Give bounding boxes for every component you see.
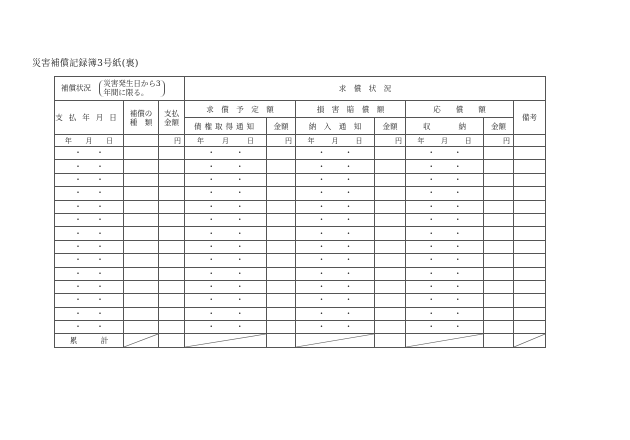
- date-entry-cell[interactable]: [55, 173, 124, 186]
- entry-cell[interactable]: [375, 280, 406, 293]
- entry-cell[interactable]: [159, 254, 185, 267]
- entry-cell[interactable]: [514, 254, 546, 267]
- entry-cell[interactable]: [484, 294, 514, 307]
- date-separator-dots: ・ ・: [427, 228, 462, 238]
- entry-cell[interactable]: [514, 321, 546, 334]
- entry-cell[interactable]: [267, 254, 296, 267]
- date-separator-dots: ・ ・: [207, 268, 244, 278]
- total-diagonal-cell: [296, 334, 375, 348]
- yen-unit-cell: 円: [375, 135, 406, 147]
- entry-cell[interactable]: [267, 160, 296, 173]
- entry-cell[interactable]: [514, 307, 546, 320]
- date-separator-dots: ・ ・: [207, 148, 244, 158]
- date-entry-cell[interactable]: [296, 160, 375, 173]
- total-amount-cell: [375, 334, 406, 348]
- date-entry-cell[interactable]: [406, 173, 484, 186]
- date-separator-dots: ・ ・: [427, 201, 462, 211]
- date-entry-cell[interactable]: [55, 307, 124, 320]
- date-separator-dots: ・ ・: [427, 322, 462, 332]
- entry-cell[interactable]: [375, 173, 406, 186]
- date-separator-dots: ・ ・: [317, 201, 353, 211]
- entry-cell[interactable]: [124, 147, 159, 160]
- date-separator-dots: ・ ・: [317, 322, 353, 332]
- entry-cell[interactable]: [124, 173, 159, 186]
- total-diagonal-cell: [514, 334, 546, 348]
- planned-claim-header: 求 償 予 定 額: [185, 101, 296, 118]
- date-separator-dots: ・ ・: [427, 188, 462, 198]
- date-separator-dots: ・ ・: [74, 174, 104, 184]
- date-separator-dots: ・ ・: [317, 282, 353, 292]
- date-entry-cell[interactable]: [55, 200, 124, 213]
- date-separator-dots: ・ ・: [427, 255, 462, 265]
- date-entry-cell[interactable]: [296, 294, 375, 307]
- entry-cell[interactable]: [159, 280, 185, 293]
- date-separator-dots: ・ ・: [207, 295, 244, 305]
- date-separator-dots: ・ ・: [427, 268, 462, 278]
- table-row: [55, 213, 546, 226]
- date-entry-cell[interactable]: [185, 267, 267, 280]
- date-entry-cell[interactable]: [296, 240, 375, 253]
- entry-cell[interactable]: [484, 240, 514, 253]
- date-entry-cell[interactable]: [296, 187, 375, 200]
- date-separator-dots: ・ ・: [317, 241, 353, 251]
- date-entry-cell[interactable]: [185, 280, 267, 293]
- yen-unit-cell: 円: [267, 135, 296, 147]
- table-row: [55, 280, 546, 293]
- date-separator-dots: ・ ・: [74, 148, 104, 158]
- date-entry-cell[interactable]: [185, 294, 267, 307]
- date-separator-dots: ・ ・: [207, 201, 244, 211]
- date-unit-cell: 年 月 日: [296, 135, 375, 147]
- date-separator-dots: ・ ・: [74, 228, 104, 238]
- total-diagonal-cell: [124, 334, 159, 348]
- remarks-header: 備考: [514, 101, 546, 135]
- date-separator-dots: ・ ・: [317, 295, 353, 305]
- date-separator-dots: ・ ・: [74, 322, 104, 332]
- entry-cell[interactable]: [159, 294, 185, 307]
- date-entry-cell[interactable]: [55, 147, 124, 160]
- compensation-status-label: 補償状況: [61, 83, 91, 93]
- entry-cell[interactable]: [159, 173, 185, 186]
- date-entry-cell[interactable]: [55, 267, 124, 280]
- date-entry-cell[interactable]: [406, 227, 484, 240]
- entry-cell[interactable]: [267, 173, 296, 186]
- entry-cell[interactable]: [514, 200, 546, 213]
- entry-cell[interactable]: [124, 267, 159, 280]
- entry-cell[interactable]: [267, 213, 296, 226]
- entry-cell[interactable]: [159, 200, 185, 213]
- yen-unit-cell: 円: [484, 135, 514, 147]
- date-separator-dots: ・ ・: [74, 201, 104, 211]
- date-separator-dots: ・ ・: [74, 188, 104, 198]
- entry-cell[interactable]: [124, 254, 159, 267]
- table-row: [55, 254, 546, 267]
- table-row: [55, 307, 546, 320]
- entry-cell[interactable]: [484, 254, 514, 267]
- date-separator-dots: ・ ・: [74, 282, 104, 292]
- entry-cell[interactable]: [159, 147, 185, 160]
- entry-cell[interactable]: [514, 227, 546, 240]
- date-entry-cell[interactable]: [185, 173, 267, 186]
- entry-cell[interactable]: [514, 173, 546, 186]
- entry-cell[interactable]: [375, 200, 406, 213]
- date-entry-cell[interactable]: [406, 294, 484, 307]
- table-row: [55, 160, 546, 173]
- entry-cell[interactable]: [484, 267, 514, 280]
- date-separator-dots: ・ ・: [427, 215, 462, 225]
- date-separator-dots: ・ ・: [317, 255, 353, 265]
- response-amount-header: 応 償 額: [406, 101, 514, 118]
- date-separator-dots: ・ ・: [74, 308, 104, 318]
- entry-cell[interactable]: [375, 187, 406, 200]
- date-entry-cell[interactable]: [55, 187, 124, 200]
- payment-notice-header: 納 入 通 知: [296, 118, 375, 135]
- entry-cell[interactable]: [484, 160, 514, 173]
- date-separator-dots: ・ ・: [74, 268, 104, 278]
- date-separator-dots: ・ ・: [427, 295, 462, 305]
- entry-cell[interactable]: [514, 280, 546, 293]
- date-entry-cell[interactable]: [296, 321, 375, 334]
- entry-cell[interactable]: [375, 321, 406, 334]
- entry-cell[interactable]: [159, 267, 185, 280]
- date-separator-dots: ・ ・: [74, 255, 104, 265]
- date-separator-dots: ・ ・: [207, 228, 244, 238]
- table-row: [55, 294, 546, 307]
- entry-cell[interactable]: [267, 267, 296, 280]
- date-entry-cell[interactable]: [296, 147, 375, 160]
- date-entry-cell[interactable]: [185, 307, 267, 320]
- date-separator-dots: ・ ・: [427, 308, 462, 318]
- date-separator-dots: ・ ・: [427, 282, 462, 292]
- entry-cell[interactable]: [514, 147, 546, 160]
- entry-cell[interactable]: [514, 160, 546, 173]
- entry-cell[interactable]: [124, 294, 159, 307]
- date-unit-cell: 年 月 日: [185, 135, 267, 147]
- date-separator-dots: ・ ・: [74, 161, 104, 171]
- table-row: [55, 227, 546, 240]
- date-entry-cell[interactable]: [185, 147, 267, 160]
- date-entry-cell[interactable]: [406, 240, 484, 253]
- date-separator-dots: ・ ・: [207, 322, 244, 332]
- date-entry-cell[interactable]: [55, 294, 124, 307]
- date-entry-cell[interactable]: [296, 227, 375, 240]
- entry-cell[interactable]: [124, 213, 159, 226]
- entry-cell[interactable]: [375, 147, 406, 160]
- total-diagonal-cell: [185, 334, 267, 348]
- entry-cell[interactable]: [514, 240, 546, 253]
- date-separator-dots: ・ ・: [74, 295, 104, 305]
- entry-cell[interactable]: [375, 254, 406, 267]
- date-entry-cell[interactable]: [406, 200, 484, 213]
- response-amount-subheader: 金額: [484, 118, 514, 135]
- table-row: [55, 321, 546, 334]
- date-entry-cell[interactable]: [296, 213, 375, 226]
- entry-cell[interactable]: [375, 240, 406, 253]
- date-entry-cell[interactable]: [406, 267, 484, 280]
- date-entry-cell[interactable]: [296, 280, 375, 293]
- damages-amount-header: 金額: [375, 118, 406, 135]
- unit-row: [55, 135, 546, 147]
- date-separator-dots: ・ ・: [207, 215, 244, 225]
- date-entry-cell[interactable]: [406, 307, 484, 320]
- date-entry-cell[interactable]: [185, 321, 267, 334]
- date-separator-dots: ・ ・: [207, 255, 244, 265]
- date-entry-cell[interactable]: [55, 160, 124, 173]
- date-entry-cell[interactable]: [185, 227, 267, 240]
- date-entry-cell[interactable]: [296, 267, 375, 280]
- entry-cell[interactable]: [159, 213, 185, 226]
- date-entry-cell[interactable]: [55, 227, 124, 240]
- date-entry-cell[interactable]: [185, 254, 267, 267]
- date-entry-cell[interactable]: [185, 200, 267, 213]
- date-separator-dots: ・ ・: [427, 241, 462, 251]
- date-entry-cell[interactable]: [406, 187, 484, 200]
- date-separator-dots: ・ ・: [317, 148, 353, 158]
- table-row: [55, 173, 546, 186]
- claim-status-header: 求 償 状 況: [185, 77, 546, 101]
- table-row: [55, 240, 546, 253]
- date-entry-cell[interactable]: [55, 254, 124, 267]
- receipt-header: 収 納: [406, 118, 484, 135]
- date-separator-dots: ・ ・: [427, 148, 462, 158]
- entry-cell[interactable]: [159, 187, 185, 200]
- entry-cell[interactable]: [124, 160, 159, 173]
- date-separator-dots: ・ ・: [207, 188, 244, 198]
- entry-cell[interactable]: [514, 213, 546, 226]
- entry-cell[interactable]: [375, 160, 406, 173]
- entry-cell[interactable]: [267, 147, 296, 160]
- date-entry-cell[interactable]: [185, 160, 267, 173]
- date-separator-dots: ・ ・: [207, 174, 244, 184]
- damages-header: 損 害 賠 償 額: [296, 101, 406, 118]
- table-row: [55, 200, 546, 213]
- entry-cell[interactable]: [267, 307, 296, 320]
- entry-cell[interactable]: [124, 200, 159, 213]
- entry-cell[interactable]: [514, 294, 546, 307]
- date-entry-cell[interactable]: [296, 254, 375, 267]
- date-separator-dots: ・ ・: [427, 174, 462, 184]
- date-entry-cell[interactable]: [296, 173, 375, 186]
- table-row: [55, 147, 546, 160]
- date-entry-cell[interactable]: [55, 280, 124, 293]
- time-limit-note: 災害発生日から3 年間に限る。: [99, 80, 164, 97]
- entry-cell[interactable]: [124, 280, 159, 293]
- entry-cell[interactable]: [484, 187, 514, 200]
- entry-cell[interactable]: [484, 321, 514, 334]
- date-separator-dots: ・ ・: [317, 215, 353, 225]
- entry-cell[interactable]: [484, 213, 514, 226]
- entry-cell[interactable]: [159, 321, 185, 334]
- date-separator-dots: ・ ・: [317, 161, 353, 171]
- total-amount-cell: [484, 334, 514, 348]
- entry-cell[interactable]: [484, 200, 514, 213]
- date-entry-cell[interactable]: [406, 321, 484, 334]
- total-amount-cell: [159, 334, 185, 348]
- payment-amount-header: 支払 金額: [159, 101, 185, 135]
- entry-cell[interactable]: [159, 307, 185, 320]
- entry-cell[interactable]: [124, 307, 159, 320]
- entry-cell[interactable]: [267, 294, 296, 307]
- date-entry-cell[interactable]: [406, 160, 484, 173]
- yen-unit-cell: 円: [159, 135, 185, 147]
- entry-cell[interactable]: [484, 307, 514, 320]
- date-unit-cell: 年 月 日: [55, 135, 124, 147]
- date-separator-dots: ・ ・: [207, 282, 244, 292]
- payment-date-header: 支払年月日: [55, 101, 124, 135]
- entry-cell[interactable]: [267, 200, 296, 213]
- date-entry-cell[interactable]: [55, 213, 124, 226]
- entry-cell[interactable]: [124, 227, 159, 240]
- date-separator-dots: ・ ・: [74, 241, 104, 251]
- table-row: [55, 267, 546, 280]
- total-amount-cell: [267, 334, 296, 348]
- entry-cell[interactable]: [267, 240, 296, 253]
- compensation-status-header: [55, 77, 185, 101]
- date-separator-dots: ・ ・: [317, 268, 353, 278]
- entry-cell[interactable]: [375, 227, 406, 240]
- claim-notice-header: 債権取得通知: [185, 118, 267, 135]
- date-entry-cell[interactable]: [185, 213, 267, 226]
- date-separator-dots: ・ ・: [207, 308, 244, 318]
- entry-cell[interactable]: [124, 240, 159, 253]
- date-entry-cell[interactable]: [296, 307, 375, 320]
- total-diagonal-cell: [406, 334, 484, 348]
- date-entry-cell[interactable]: [406, 280, 484, 293]
- date-separator-dots: ・ ・: [207, 241, 244, 251]
- entry-cell[interactable]: [159, 227, 185, 240]
- compensation-type-header: 補償の 種 類: [124, 101, 159, 135]
- entry-cell[interactable]: [267, 187, 296, 200]
- entry-cell[interactable]: [484, 173, 514, 186]
- date-entry-cell[interactable]: [406, 254, 484, 267]
- date-entry-cell[interactable]: [55, 321, 124, 334]
- table-row: [55, 187, 546, 200]
- entry-cell[interactable]: [267, 321, 296, 334]
- date-entry-cell[interactable]: [406, 147, 484, 160]
- entry-cell[interactable]: [484, 147, 514, 160]
- entry-cell[interactable]: [514, 267, 546, 280]
- date-separator-dots: ・ ・: [427, 161, 462, 171]
- entry-cell[interactable]: [484, 280, 514, 293]
- date-separator-dots: ・ ・: [74, 215, 104, 225]
- date-entry-cell[interactable]: [296, 200, 375, 213]
- date-separator-dots: ・ ・: [207, 161, 244, 171]
- date-separator-dots: ・ ・: [317, 228, 353, 238]
- entry-cell[interactable]: [375, 294, 406, 307]
- entry-cell[interactable]: [375, 213, 406, 226]
- entry-cell[interactable]: [484, 227, 514, 240]
- entry-cell[interactable]: [375, 267, 406, 280]
- entry-cell[interactable]: [159, 160, 185, 173]
- date-entry-cell[interactable]: [185, 240, 267, 253]
- entry-cell[interactable]: [124, 187, 159, 200]
- date-separator-dots: ・ ・: [317, 174, 353, 184]
- planned-amount-header: 金額: [267, 118, 296, 135]
- entry-cell[interactable]: [267, 227, 296, 240]
- date-entry-cell[interactable]: [185, 187, 267, 200]
- cumulative-total-label: 累 計: [55, 334, 124, 348]
- date-entry-cell[interactable]: [406, 213, 484, 226]
- entry-cell[interactable]: [514, 187, 546, 200]
- date-separator-dots: ・ ・: [317, 308, 353, 318]
- page-title: 災害補償記録簿3号紙(裏): [32, 59, 139, 69]
- entry-cell[interactable]: [375, 307, 406, 320]
- entry-cell[interactable]: [267, 280, 296, 293]
- compensation-record-table: [54, 76, 546, 348]
- entry-cell[interactable]: [124, 321, 159, 334]
- entry-cell[interactable]: [159, 240, 185, 253]
- date-separator-dots: ・ ・: [317, 188, 353, 198]
- date-entry-cell[interactable]: [55, 240, 124, 253]
- date-unit-cell: 年 月 日: [406, 135, 484, 147]
- cumulative-total-row: [55, 334, 546, 348]
